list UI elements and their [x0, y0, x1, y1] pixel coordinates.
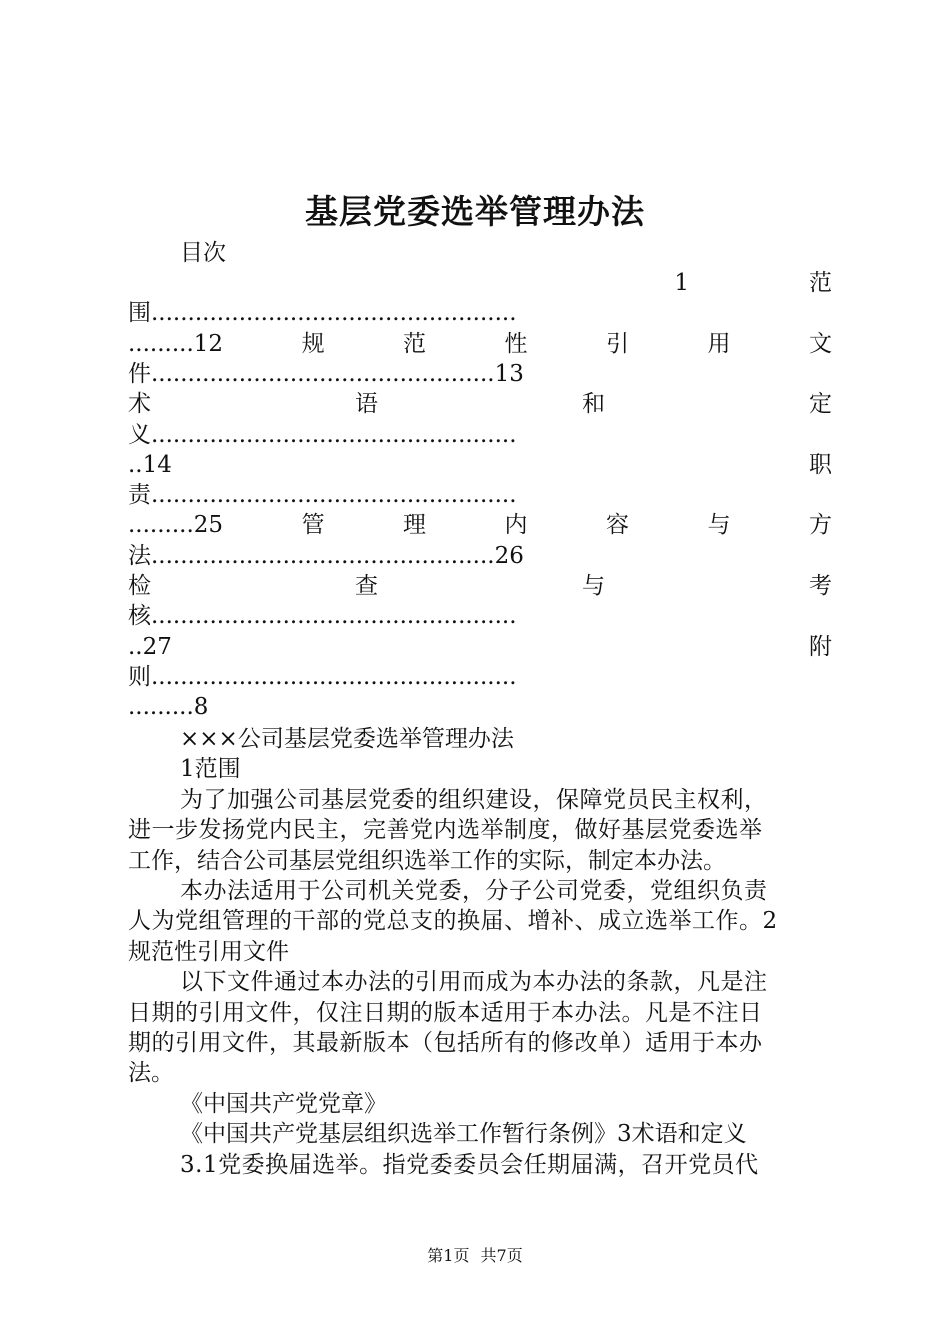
toc-segment: .........12: [128, 330, 224, 357]
toc-segment: 1: [674, 270, 689, 296]
toc-line: [128, 298, 832, 328]
body-line: 日期的引用文件，仅注日期的版本适用于本办法。凡是不注日: [128, 999, 763, 1026]
toc-line: [128, 450, 832, 480]
toc-segment: 方: [808, 512, 832, 539]
toc-segment: 理: [403, 512, 427, 539]
toc-segment: 规: [301, 330, 325, 357]
toc-segment: 定: [809, 391, 832, 418]
toc-segment: 和: [582, 391, 605, 418]
body-line: 3.1党委换届选举。指党委委员会任期届满，召开党员代: [180, 1151, 759, 1178]
toc-segment: 范: [403, 330, 427, 357]
body-line: 本办法适用于公司机关党委，分子公司党委，党组织负责: [180, 878, 768, 904]
toc-segment: 义..................................................: [128, 421, 517, 448]
body-line: 进一步发扬党内民主，完善党内选举制度，做好基层党委选举: [128, 817, 763, 844]
page-number: 第1页: [427, 1246, 470, 1265]
toc-segment: .........25: [128, 512, 224, 539]
toc-line: [128, 329, 832, 359]
toc-segment: 件...............................................13: [128, 360, 524, 387]
toc-segment: ..27: [128, 633, 172, 660]
toc-segment: 用: [707, 330, 731, 357]
toc-line: [128, 571, 832, 601]
body-line: 规范性引用文件: [128, 938, 289, 965]
toc-segment: 附: [809, 633, 832, 660]
body-line: 《中国共产党基层组织选举工作暂行条例》3术语和定义: [180, 1121, 747, 1148]
toc-segment: 查: [355, 573, 378, 599]
body-line: 《中国共产党党章》: [180, 1090, 387, 1117]
toc-line: [128, 632, 832, 662]
body-line: ×××公司基层党委选举管理办法: [180, 726, 514, 752]
toc-line: [128, 480, 832, 510]
toc-segment: 核..................................................: [128, 603, 517, 630]
toc-segment: 文: [808, 330, 832, 357]
toc-segment: 内: [504, 512, 528, 539]
body-line: 期的引用文件，其最新版本（包括所有的修改单）适用于本办: [128, 1030, 763, 1056]
body-line: 法。: [128, 1060, 174, 1087]
toc-segment: 管: [301, 512, 325, 539]
toc-line: [128, 692, 832, 722]
body-line: 以下文件通过本办法的引用而成为本办法的条款，凡是注: [180, 969, 768, 996]
body-line: 1范围: [180, 756, 241, 783]
toc-segment: ..14: [128, 451, 172, 478]
toc-segment: 法...............................................26: [128, 542, 524, 569]
page-total: 共7页: [480, 1246, 523, 1265]
toc-segment: 与: [582, 573, 605, 599]
toc-segment: 则..................................................: [128, 663, 517, 690]
toc-line: [128, 420, 832, 450]
toc-segment: 语: [355, 391, 378, 418]
toc-label: 目次: [180, 240, 226, 266]
body-line: 为了加强公司基层党委的组织建设，保障党员民主权利，: [180, 786, 768, 813]
toc-segment: 职: [809, 451, 832, 478]
toc-segment: 性: [504, 330, 528, 357]
toc-line: [128, 510, 832, 540]
toc-line: [128, 662, 832, 692]
page-footer: [0, 1243, 950, 1266]
toc-segment: 围..................................................: [128, 300, 517, 327]
document-title: 基层党委选举管理办法: [305, 192, 645, 231]
toc-segment: 考: [809, 573, 832, 599]
toc-segment: 范: [809, 270, 832, 296]
toc-line: [128, 268, 832, 298]
toc-line: [128, 389, 832, 419]
toc-line: [128, 601, 832, 631]
toc-segment: 责..................................................: [128, 482, 517, 509]
toc-segment: 术: [128, 391, 151, 418]
toc-segment: .........8: [128, 694, 209, 721]
toc-line: [128, 541, 832, 571]
body-line: 工作，结合公司基层党组织选举工作的实际，制定本办法。: [128, 847, 726, 874]
toc-segment: 容: [606, 512, 630, 539]
toc-line: [128, 359, 832, 389]
toc-segment: 检: [128, 573, 151, 599]
body-line: 人为党组管理的干部的党总支的换届、增补、成立选举工作。2: [128, 908, 778, 935]
toc-segment: 与: [707, 512, 731, 539]
toc-segment: 引: [606, 330, 630, 357]
